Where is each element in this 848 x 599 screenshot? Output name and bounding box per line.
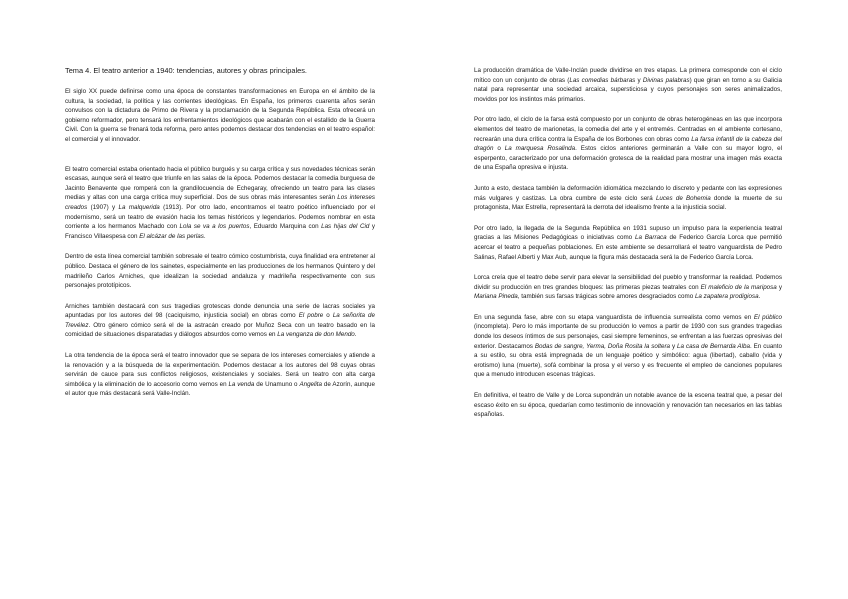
paragraph-republic: Por otro lado, la llegada de la Segunda República en 1931 supuso un impulso para la experiencia teatral gracias a las Misiones Pedagógicas o iniciativas como La Barraca de Federico García Lorca que permitió acercar el teatro a pequeñas poblaciones. En este ambiente se desarrollará el teatro vanguardista de Pedro Salinas, Rafael Alberti y Max Aub, aunque la figura más destacada será la de Federico García Lorca. <box>474 224 782 261</box>
right-column <box>474 66 782 431</box>
paragraph-valle-inclan: La producción dramática de Valle-Inclán puede dividirse en tres etapas. La primera corresponde con el ciclo mítico con un conjunto de obras (Las comedias bárbaras y Divinas palabras) que giran en torno a su Galicia natal para representar una sociedad arcaica, supersticiosa y cuyos personajes son seres animalizados, movidos por los instintos más primarios. <box>474 67 782 103</box>
paragraph-commercial-theatre: El teatro comercial estaba orientado hacia el público burgués y su carga crítica y sus novedades técnicas serán escasas, aunque será el teatro que triunfe en las salas de la época. Podemos destacar la comedia burguesa de Jacinto Benavente que romperá con la grandilocuencia de Echegaray, ofreciendo un teatro para las clases medias y altas con una carga crítica muy superficial. Dos de sus obras más interesantes serán Los intereses creados (1907) y La malquerida (1913). Por otro lado, encontramos el teatro poético influenciado por el modernismo, será un teatro de evasión hacia los temas históricos y legendarios. Podemos nombrar en esta corriente a los hermanos Machado con Lola se va a los puertos, Eduardo Marquina con Las hijas del Cid y Francisco Villaespesa con El alcázar de las perlas. <box>65 165 376 240</box>
paragraph-lorca-second-phase: En una segunda fase, abre con su etapa vanguardista de influencia surrealista como vemos en El público (incompleta). Pero lo más importante de su producción lo vemos a partir de 1930 con sus grandes tragedias donde los deseos íntimos de sus personajes, casi siempre femeninos, se enfrentan a las fuerzas opresivas del exterior. Destacamos Bodas de sangre, Yerma, Doña Rosita la soltera y La casa de Bernarda Alba. En cuanto a su estilo, su obra está impregnada de un lenguaje poético y simbólico: agua (libertad), caballo (vida y erotismo) luna (muerte), sofá combinar la prosa y el verso y es frecuente el empleo de canciones populares que a menudo introducen escenas trágicas. <box>474 313 782 379</box>
paragraph-conclusion: En definitiva, el teatro de Valle y de Lorca supondrán un notable avance de la escena teatral que, a pesar del escaso éxito en su época, quedarían como testimonio de innovación y renovación tan necesarios en las tablas españolas. <box>474 392 782 419</box>
paragraph-arniches: Arniches también destacará con sus tragedias grotescas donde denuncia una serie de lacras sociales ya apuntadas por los autores del 98 (caciquismo, injusticia social) en obras como El pobre o La señorita de Trevélez. Otro género cómico será el de la astracán creado por Muñoz Seca con un teatro basado en la comicidad de situaciones disparatadas y diálogos absurdos como vemos en La venganza de don Mendo. <box>65 302 376 339</box>
paragraph-esperpento: Junto a esto, destaca también la deformación idiomática mezclando lo discreto y pedante con las expresiones más vulgares y castizas. La obra cumbre de este ciclo será Luces de Bohemia donde la muerte de su protagonista, Max Estrella, representará la derrota del idealismo frente a la injusticia social. <box>474 184 783 212</box>
paragraph-farsa: Por otro lado, el ciclo de la farsa está compuesto por un conjunto de obras heterogéneas en las que incorpora elementos del teatro de marionetas, la comedia del arte y el entremés. Centradas en el ambiente cortesano, recrearán una dura crítica contra la España de los Borbones con obras como La farsa infantil de la cabeza del dragón o La marquesa Rosalinda. Estos ciclos anteriores germinarán a Valle con su mayor logro, el esperpento, caracterizado por una deformación grotesca de la realidad para mostrar una imagen más exacta de una España opresiva e injusta. <box>474 116 783 172</box>
paragraph-lorca: Lorca creía que el teatro debe servir para elevar la sensibilidad del pueblo y transformar la realidad. Podemos dividir su producción en tres grandes bloques: las primeras piezas teatrales con El maleficio de la mariposa y Mariana Pineda, también sus farsas trágicas sobre amores desgraciados como La zapatera prodigiosa. <box>474 274 782 301</box>
paragraph-costumbrista: Dentro de esta línea comercial también sobresale el teatro cómico costumbrista, cuya finalidad era entretener al público. Destaca el género de los sainetes, especialmente en las producciones de los hermanos Quintero y del madrileño Carlos Arniches, que idealizan la sociedad andaluza y madrileña respectivamente con sus personajes prototípicos. <box>65 253 375 290</box>
paragraph-innovative-theatre: La otra tendencia de la época será el teatro innovador que se separa de los intereses comerciales y atiende a la renovación y a la búsqueda de la experimentación. Podemos destacar a los autores del 98 cuyas obras servirán de cauce para sus conflictos religiosos, existenciales y sociales. Será un teatro con alta carga simbólica y la eliminación de lo accesorio como vemos en La venda de Unamuno o Angelita de Azorín, aunque el autor que más destacará será Valle-Inclán. <box>65 352 375 398</box>
document-title: Tema 4. El teatro anterior a 1940: tendencias, autores y obras principales. <box>65 66 307 75</box>
left-column <box>65 66 375 410</box>
paragraph-intro: El siglo XX puede definirse como una época de constantes transformaciones en Europa en el ámbito de la cultura, la sociedad, la política y las corrientes ideológicas. En España, los primeros cuarenta años serán convulsos con la dictadura de Primo de Rivera y la proclamación de la Segunda República. Esta ofrecerá un gobierno reformador, pero tensará los enfrentamientos ideológicos que acabarán con el estallido de la Guerra Civil. Con la guerra se frenará toda reforma, pero antes podemos destacar dos tendencias en el teatro español: el comercial y el innovador. <box>65 88 375 143</box>
